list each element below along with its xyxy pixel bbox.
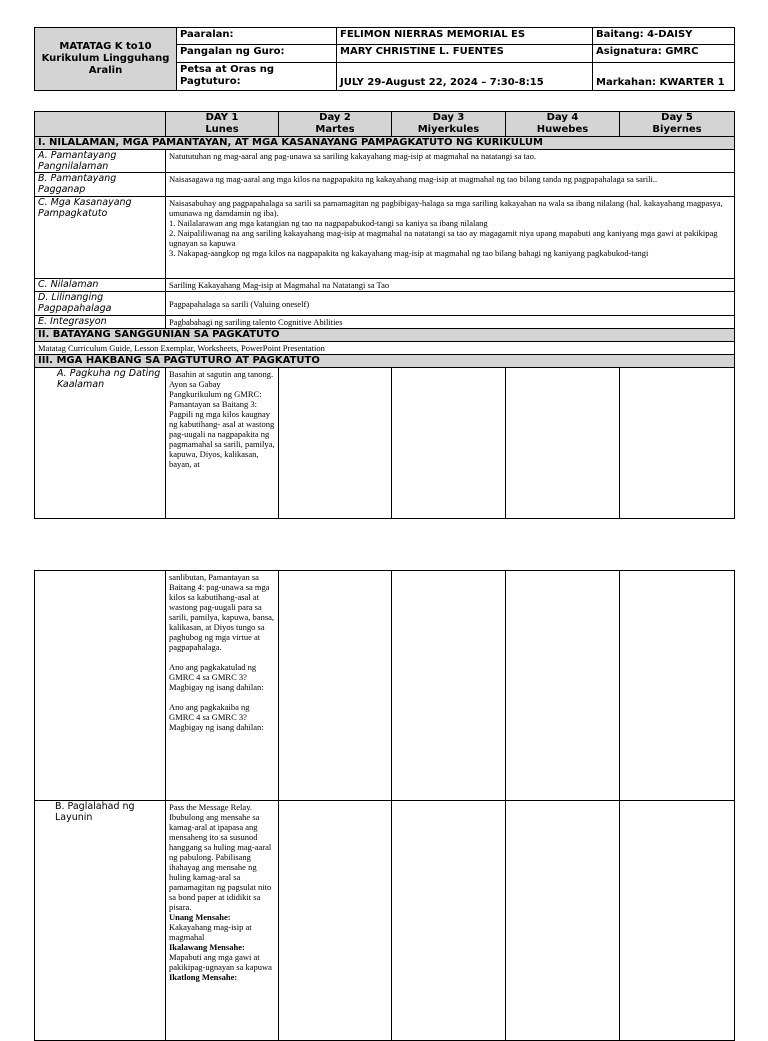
competencies-cell xyxy=(166,197,735,279)
message-1-title: Unang Mensahe: xyxy=(169,912,231,922)
empty-cell xyxy=(392,571,506,801)
section-1-heading: I. NILALAMAN, MGA PAMANTAYAN, AT MGA KASANAYANG PAMPAGKATUTO NG KURIKULUM xyxy=(35,137,735,150)
competency-item-2: 2. Naipaliliwanag na ang sariling kakayahang mag-isip at magmahal na natatangi sa tao ay magagamit niya upang mapabuti ang kaniyang mga gawi at pakikipag ugnayan sa kapuwa xyxy=(169,228,718,248)
row-label-values: D. Lilinanging Pagpapahalaga xyxy=(35,292,166,316)
message-2-text: Mapabuti ang mga gawi at pakikipag-ugnayan sa kapuwa xyxy=(169,952,272,972)
objectives-text: Pass the Message Relay. Ibubulong ang mensahe sa kamag-aral at ipapasa ang mensaheng ito sa susunod hanggang sa huling mag-aaral ng pabulong. Pabilisang ihahayag ang mensahe ng huling kamag-aral sa pamamagitan ng pagsulat nito sa bond paper at ididikit sa pisara. xyxy=(169,802,272,912)
prior-knowledge-question-1: Ano ang pagkakatulad ng GMRC 4 sa GMRC 3? Magbigay ng isang dahilan: xyxy=(169,662,264,692)
lesson-header-table xyxy=(34,27,735,91)
content-standard-text: Natututuhan ng mag-aaral ang pag-unawa sa sariling kakayahang mag-isip at magmahal na natatangi sa tao. xyxy=(166,150,735,173)
competency-item-1: 1. Nailalarawan ang mga katangian ng tao na nagpapabukod-tangi sa kaniya sa ibang nilalang xyxy=(169,218,488,228)
program-title: MATATAG K to10 Kurikulum Lingguhang Aralin xyxy=(35,28,177,91)
day-header-2: Day 2 Martes xyxy=(279,112,392,137)
row-label-competencies: C. Mga Kasanayang Pampagkatuto xyxy=(35,197,166,279)
row-label-content-standard: A. Pamantayang Pangnilalaman xyxy=(35,150,166,173)
step-prior-knowledge-day1: Basahin at sagutin ang tanong. Ayon sa Gabay Pangkurikulum ng GMRC: Pamantayan sa Baitang 3: Pagpili ng mga kilos kaugnay ng kabutihang- asal at wastong pag-uugali na nagpapakita ng pagmamahal sa sarili, pamilya, kapuwa, Diyos, kalikasan, bayan, at xyxy=(166,368,279,519)
date-value: JULY 29-August 22, 2024 – 7:30-8:15 xyxy=(337,63,593,91)
lesson-plan-continuation-table xyxy=(34,570,735,1041)
performance-standard-text: Naisasagawa ng mag-aaral ang mga kilos na nagpapakita ng kakayahang mag-isip at magmahal ng tao bilang tanda ng pagpapahalaga sa sarili.. xyxy=(166,173,735,197)
integration-text: Pagbabahagi ng sariling talento Cognitive Abilities xyxy=(166,316,735,329)
row-label-content: C. Nilalaman xyxy=(35,279,166,292)
day-header-4: Day 4 Huwebes xyxy=(506,112,620,137)
values-text: Pagpapahalaga sa sarili (Valuing oneself) xyxy=(166,292,735,316)
step-prior-knowledge-day1-continued xyxy=(166,571,279,801)
school-label: Paaralan: xyxy=(177,28,337,45)
row-label-performance-standard: B. Pamantayang Pagganap xyxy=(35,173,166,197)
step-prior-knowledge-day4 xyxy=(506,368,620,519)
step-prior-knowledge-day2 xyxy=(279,368,392,519)
subject: Asignatura: GMRC xyxy=(593,45,735,63)
content-text: Sariling Kakayahang Mag-isip at Magmahal na Natatangi sa Tao xyxy=(166,279,735,292)
day-header-3: Day 3 Miyerkules xyxy=(392,112,506,137)
teacher-label: Pangalan ng Guro: xyxy=(177,45,337,63)
lesson-plan-table xyxy=(34,111,735,519)
message-1-text: Kakayahang mag-isip at magmahal xyxy=(169,922,252,942)
prior-knowledge-question-2: Ano ang pagkakaiba ng GMRC 4 sa GMRC 3? Magbigay ng isang dahilan: xyxy=(169,702,264,732)
prior-knowledge-continued-text: sanlibutan, Pamantayan sa Baitang 4: pag-unawa sa mga kilos sa kabutihang-asal at wastong pag-uugali para sa sarili, pamilya, kapuwa, bansa, kalikasan, at Diyos tungo sa paghubog ng mga virtue at pagpapahalaga. xyxy=(169,572,275,652)
day-header-blank xyxy=(35,112,166,137)
day-header-5: Day 5 Biyernes xyxy=(620,112,735,137)
empty-cell xyxy=(392,801,506,1041)
section-2-heading: II. BATAYANG SANGGUNIAN SA PAGKATUTO xyxy=(35,329,735,342)
day-header-1: DAY 1 Lunes xyxy=(166,112,279,137)
empty-cell xyxy=(279,801,392,1041)
empty-cell xyxy=(279,571,392,801)
step-label-objectives: B. Paglalahad ng Layunin xyxy=(35,801,166,1041)
empty-cell xyxy=(620,571,735,801)
row-label-integration: E. Integrasyon xyxy=(35,316,166,329)
school-value: FELIMON NIERRAS MEMORIAL ES xyxy=(337,28,593,45)
teacher-value: MARY CHRISTINE L. FUENTES xyxy=(337,45,593,63)
date-label: Petsa at Oras ng Pagtuturo: xyxy=(177,63,337,91)
quarter: Markahan: KWARTER 1 xyxy=(593,63,735,91)
step-prior-knowledge-day3 xyxy=(392,368,506,519)
section-3-heading: III. MGA HAKBANG SA PAGTUTURO AT PAGKATUTO xyxy=(35,355,735,368)
step-label-prior-knowledge: A. Pagkuha ng Dating Kaalaman xyxy=(35,368,166,519)
step-objectives-day1 xyxy=(166,801,279,1041)
empty-cell xyxy=(506,801,620,1041)
competency-item-3: 3. Nakapag-aangkop ng mga kilos na nagpapakita ng kakayahang mag-isip at magmahal ng tao bilang bahagi ng kaniyang pagkabukod-tangi xyxy=(169,248,649,258)
grade-level: Baitang: 4-DAISY xyxy=(593,28,735,45)
empty-cell xyxy=(506,571,620,801)
empty-cell xyxy=(620,801,735,1041)
step-label-continued xyxy=(35,571,166,801)
message-2-title: Ikalawang Mensahe: xyxy=(169,942,245,952)
message-3-title: Ikatlong Mensahe: xyxy=(169,972,238,982)
step-prior-knowledge-day5 xyxy=(620,368,735,519)
competencies-text: Naisasabuhay ang pagpapahalaga sa sarili sa pamamagitan ng pagbibigay-halaga sa mga sariling kakayahan na wala sa ibang nilalang (hal. kakayahang magpasya, umunawa ng damdamin ng iba). xyxy=(169,198,723,218)
references-text: Matatag Curriculum Guide, Lesson Exemplar, Worksheets, PowerPoint Presentation xyxy=(35,342,735,355)
